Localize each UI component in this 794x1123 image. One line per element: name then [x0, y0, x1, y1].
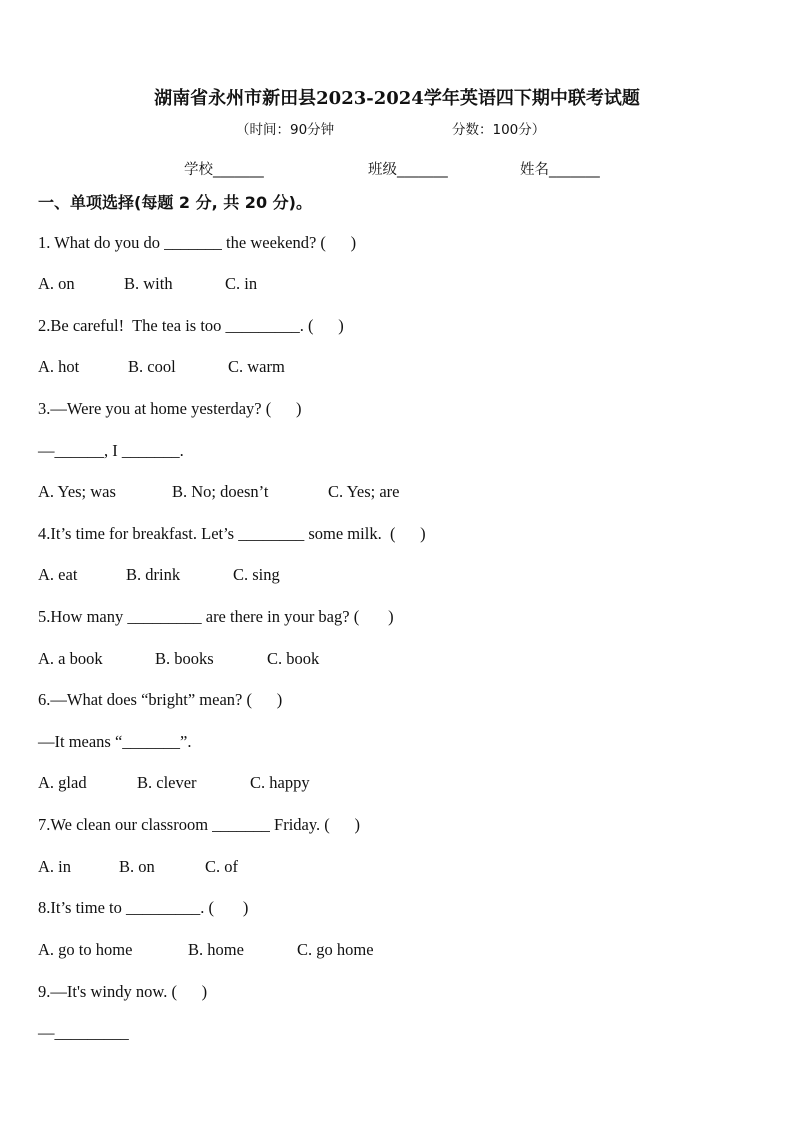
option-b: B. cool [128, 357, 176, 376]
option-a: A. hot [38, 357, 80, 376]
question-2-text: 2.Be careful! The tea is too _________. ( ) [38, 316, 344, 335]
question-7-text: 7.We clean our classroom _______ Friday. ( ) [38, 815, 361, 834]
question-4-text: 4.It’s time for breakfast. Let’s ________ some milk. ( ) [38, 524, 426, 543]
question-9-text: 9.—It's windy now. ( ) [38, 982, 208, 1001]
option-c: C. go home [297, 940, 374, 959]
option-b: B. books [155, 649, 214, 668]
question-1-options [38, 274, 257, 294]
exam-time: （时间：90分钟 [236, 122, 335, 138]
option-b: B. home [188, 940, 244, 959]
question-1-text: 1. What do you do _______ the weekend? ( ) [38, 233, 357, 252]
question-4-options [38, 565, 280, 585]
option-b: B. drink [126, 565, 181, 584]
option-c: C. warm [228, 357, 285, 376]
option-c: C. Yes; are [328, 482, 400, 501]
question-8-options [38, 940, 374, 960]
question-9-answer-line: —_________ [38, 1023, 129, 1042]
question-3-answer-line: —______, I _______. [38, 441, 184, 460]
option-a: A. go to home [38, 940, 133, 959]
question-3-text: 3.—Were you at home yesterday? ( ) [38, 399, 302, 418]
question-2-options [38, 357, 285, 377]
option-c: C. of [205, 857, 238, 876]
question-5-text: 5.How many _________ are there in your bag? ( ) [38, 607, 394, 626]
question-6-options [38, 773, 310, 793]
option-b: B. No; doesn’t [172, 482, 269, 501]
name-field: 姓名_______ [520, 162, 600, 178]
question-8-text: 8.It’s time to _________. ( ) [38, 898, 249, 917]
option-b: B. on [119, 857, 155, 876]
option-b: B. clever [137, 773, 197, 792]
question-6-answer-line: —It means “_______”. [38, 732, 192, 751]
question-3-options [38, 482, 400, 502]
option-a: A. a book [38, 649, 103, 668]
option-a: A. glad [38, 773, 87, 792]
option-c: C. sing [233, 565, 280, 584]
option-a: A. in [38, 857, 71, 876]
question-7-options [38, 857, 238, 877]
section-heading: 一、单项选择(每题 2 分, 共 20 分)。 [38, 193, 312, 212]
option-c: C. in [225, 274, 258, 293]
question-5-options [38, 649, 319, 669]
option-a: A. on [38, 274, 75, 293]
option-a: A. eat [38, 565, 78, 584]
option-c: C. happy [250, 773, 310, 792]
page-title: 湖南省永州市新田县2023-2024学年英语四下期中联考试题 [154, 88, 640, 109]
question-6-text: 6.—What does “bright” mean? ( ) [38, 690, 283, 709]
option-a: A. Yes; was [38, 482, 116, 501]
option-c: C. book [267, 649, 320, 668]
class-field: 班级_______ [368, 162, 448, 178]
school-field: 学校_______ [184, 162, 264, 178]
option-b: B. with [124, 274, 173, 293]
exam-score: 分数：100分） [452, 122, 546, 138]
